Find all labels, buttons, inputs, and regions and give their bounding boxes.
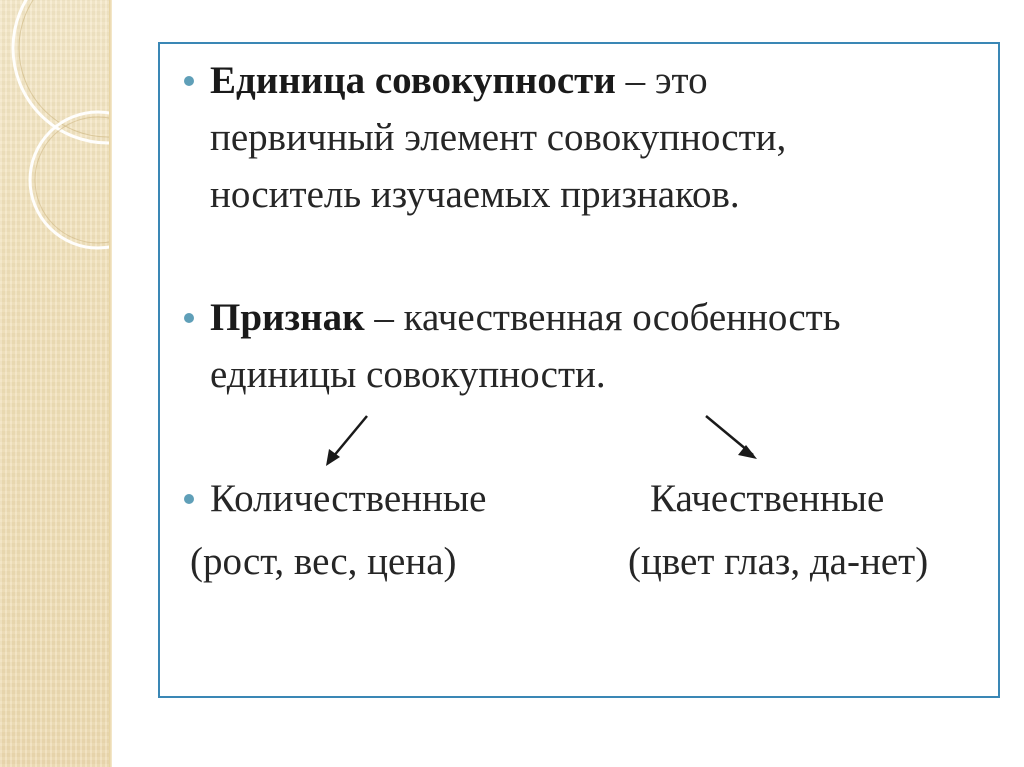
term-unit: Единица совокупности — [210, 59, 616, 102]
bullet-line: единицы совокупности. — [210, 353, 606, 396]
term-attribute-rest: – качественная особенность — [364, 296, 841, 339]
bullet-line: носитель изучаемых признаков. — [210, 173, 740, 216]
label-qualitative: Качественные — [650, 477, 885, 520]
bullet-line: первичный элемент совокупности, — [210, 116, 787, 159]
label-quantitative: Количественные — [210, 477, 487, 520]
examples-quantitative: (рост, вес, цена) — [190, 540, 457, 583]
arrow-down-right-icon — [706, 416, 757, 459]
arrow-down-left-icon — [326, 416, 367, 466]
examples-qualitative: (цвет глаз, да-нет) — [628, 540, 929, 583]
term-attribute: Признак — [210, 296, 365, 339]
term-unit-rest: – это — [615, 59, 708, 102]
bullet-marker — [184, 494, 194, 504]
